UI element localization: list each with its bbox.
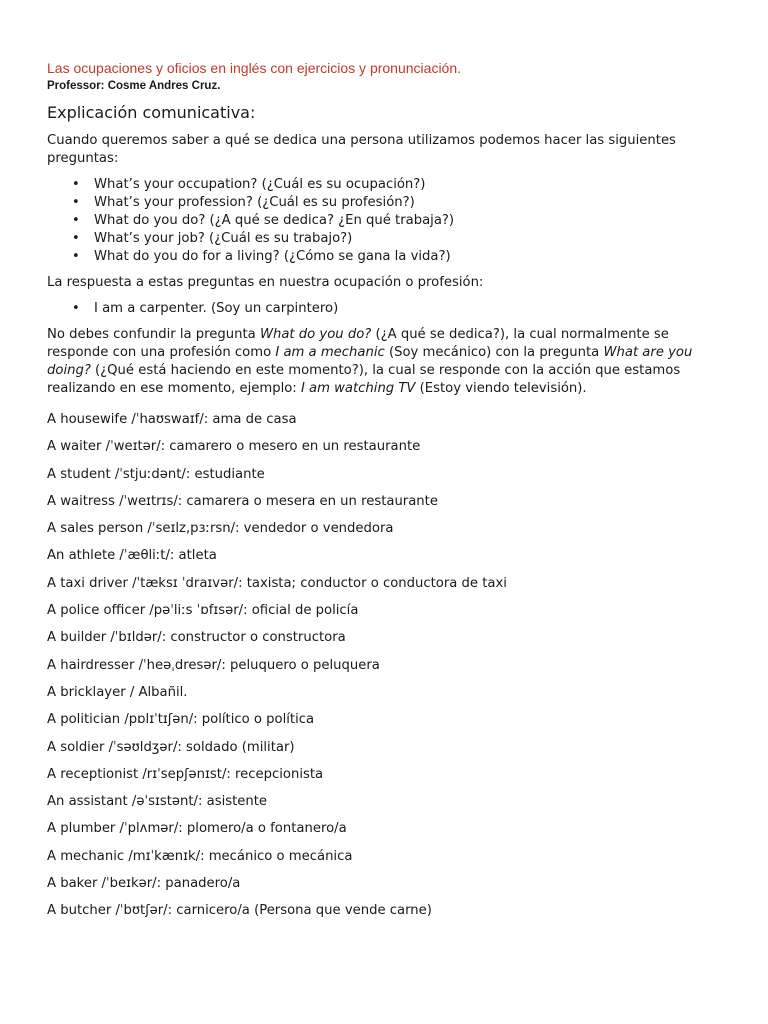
list-item [72,230,727,248]
vocabulary-item: An athlete /ˈæθliːt/: atleta [47,548,217,564]
question-text: What’s your profession? (¿Cuál es su profesión?) [94,195,415,210]
bullet-icon: • [72,249,80,264]
vocabulary-item: A baker /ˈbeɪkər/: panadero/a [47,876,241,892]
note-text: (¿A qué se dedica?), la cual normalmente se responde con una profesión como [47,327,669,360]
vocabulary-item: A waiter /ˈweɪtər/: camarero o mesero en un restaurante [47,439,421,455]
bullet-icon: • [72,177,80,192]
vocabulary-item: A receptionist /rɪˈsepʃənɪst/: recepcionista [47,766,324,782]
note-text: (¿Qué está haciendo en este momento?), la cual se responde con la acción que estamos realizando en ese momento, ejemplo: [47,363,681,396]
vocabulary-item: A student /ˈstjuːdənt/: estudiante [47,466,265,482]
note-italic: I am a mechanic [275,345,385,360]
vocabulary-item: A plumber /ˈplʌmər/: plomero/a o fontanero/a [47,821,347,837]
note-paragraph [47,326,727,398]
question-text: What do you do for a living? (¿Cómo se gana la vida?) [94,249,451,264]
questions-list [47,176,727,266]
bullet-icon: • [72,213,80,228]
intro-paragraph: Cuando queremos saber a qué se dedica una persona utilizamos podemos hacer las siguientes preguntas: [47,133,676,166]
note-text: No debes confundir la pregunta [47,327,260,342]
question-text: What do you do? (¿A qué se dedica? ¿En qué trabaja?) [94,213,455,228]
vocabulary-item: An assistant /əˈsɪstənt/: asistente [47,794,268,810]
answers-list [47,300,727,318]
answer-text: I am a carpenter. (Soy un carpintero) [94,301,339,316]
vocabulary-item: A hairdresser /ˈheəˌdresər/: peluquero o peluquera [47,657,380,673]
list-item [72,248,727,266]
question-text: What’s your occupation? (¿Cuál es su ocupación?) [94,177,426,192]
bullet-icon: • [72,195,80,210]
list-item [72,300,727,318]
vocabulary-item: A taxi driver /ˈtæksɪ ˈdraɪvər/: taxista; conductor o conductora de taxi [47,575,507,591]
question-text: What’s your job? (¿Cuál es su trabajo?) [94,231,353,246]
document-page [47,58,727,925]
list-item [72,194,727,212]
vocabulary-item: A police officer /pəˈliːs ˈɒfɪsər/: oficial de policía [47,603,359,619]
vocabulary-item: A housewife /ˈhaʊswaɪf/: ama de casa [47,412,297,427]
vocabulary-item: A politician /pɒlɪˈtɪʃən/: político o política [47,712,315,728]
answer-intro-paragraph: La respuesta a estas preguntas en nuestra ocupación o profesión: [47,275,484,290]
vocabulary-item: A bricklayer / Albañil. [47,684,188,700]
note-italic: What do you do? [259,327,372,342]
vocabulary-item: A sales person /ˈseɪlz,pɜːrsn/: vendedor o vendedora [47,521,394,537]
list-item [72,176,727,194]
bullet-icon: • [72,301,80,316]
vocabulary-item: A butcher /ˈbʊtʃər/: carnicero/a (Persona que vende carne) [47,903,432,919]
vocabulary-list [47,406,727,925]
vocabulary-item: A waitress /ˈweɪtrɪs/: camarera o mesera en un restaurante [47,493,438,509]
bullet-icon: • [72,231,80,246]
note-text: (Estoy viendo televisión). [415,381,587,396]
vocabulary-item: A builder /ˈbɪldər/: constructor o constructora [47,630,346,646]
note-italic: What are you doing? [47,345,693,378]
note-italic: I am watching TV [300,381,416,396]
document-title: Las ocupaciones y oficios en inglés con ejercicios y pronunciación. [47,60,462,76]
section-heading: Explicación comunicativa: [47,103,256,122]
vocabulary-item: A soldier /ˈsəʊldʒər/: soldado (militar) [47,739,295,755]
vocabulary-item: A mechanic /mɪˈkænɪk/: mecánico o mecánica [47,848,353,864]
list-item [72,212,727,230]
document-author: Professor: Cosme Andres Cruz. [47,80,221,92]
note-text: (Soy mecánico) con la pregunta [384,345,604,360]
